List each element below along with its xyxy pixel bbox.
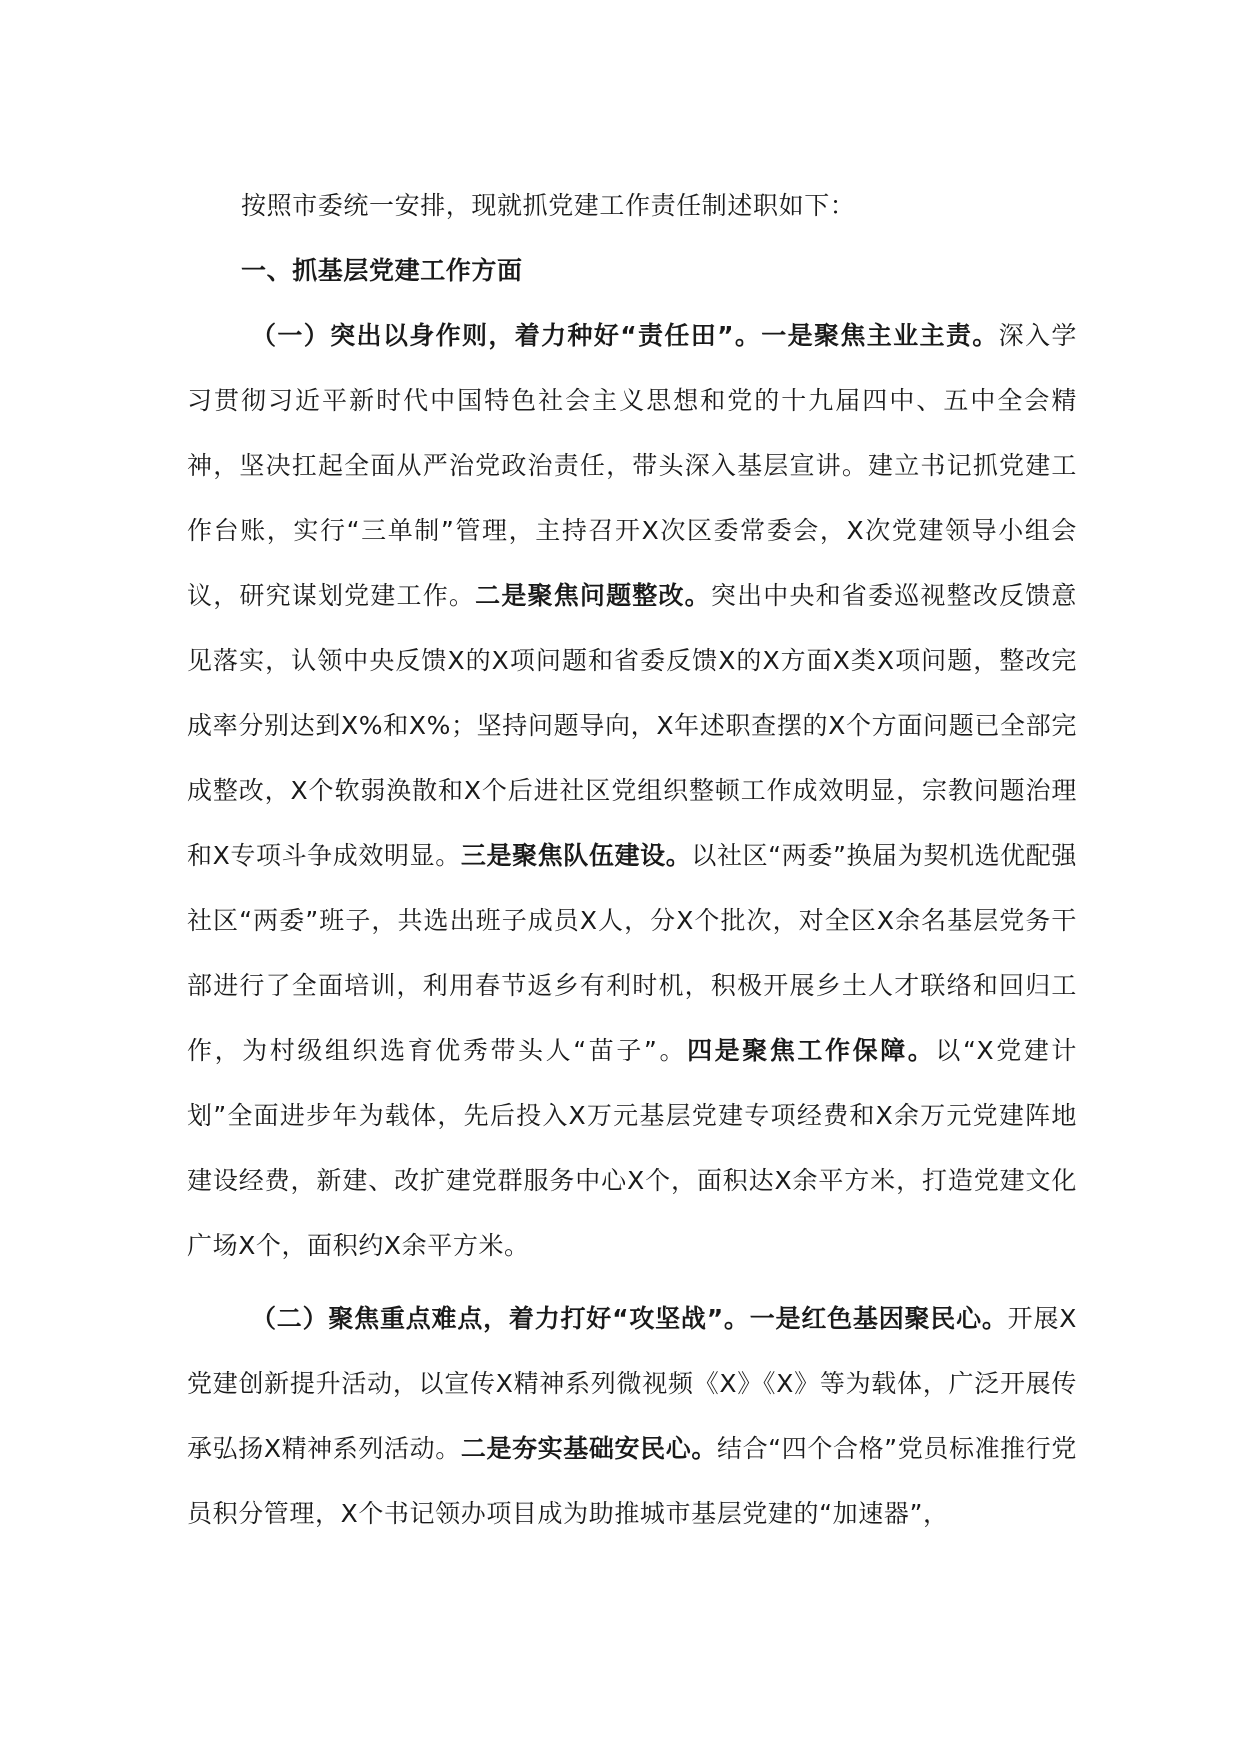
part1-point4-label: 四是聚焦工作保障。 xyxy=(687,1036,936,1065)
part1-paragraph xyxy=(187,303,1077,1278)
part2-point1-label: 一是红色基因聚民心。 xyxy=(749,1304,1008,1333)
part2-point2-text: 结合“四个合格”党员标准推行党员积分管理，X个书记领办项目成为助推城市基层党建的“加速器”， xyxy=(187,1434,1077,1528)
part1-point2-label: 二是聚焦问题整改。 xyxy=(475,581,711,610)
part2-point2-label: 二是夯实基础安民心。 xyxy=(460,1434,717,1463)
document-body xyxy=(187,173,1077,1546)
section-heading xyxy=(187,238,1077,303)
part1-point3-text: 以社区“两委”换届为契机选优配强社区“两委”班子，共选出班子成员X人，分X个批次，对全区X余名基层党务干部进行了全面培训，利用春节返乡有利时机，积极开展乡土人才联络和回归工作，为村级组织选育优秀带头人“苗子”。 xyxy=(187,841,1077,1065)
intro-text: 按照市委统一安排，现就抓党建工作责任制述职如下： xyxy=(241,191,856,220)
paragraph-gap xyxy=(187,1278,1077,1286)
part2-title: （二）聚焦重点难点，着力打好“攻坚战”。 xyxy=(251,1304,750,1333)
part1-point1-label: 一是聚焦主业主责。 xyxy=(761,321,999,350)
part1-point2-text: 突出中央和省委巡视整改反馈意见落实，认领中央反馈X的X项问题和省委反馈X的X方面X类X项问题，整改完成率分别达到X%和X%；坚持问题导向，X年述职查摆的X个方面问题已全部完成整改，X个软弱涣散和X个后进社区党组织整顿工作成效明显，宗教问题治理和X专项斗争成效明显。 xyxy=(187,581,1078,870)
part1-point4-text: 以“X党建计划”全面进步年为载体，先后投入X万元基层党建专项经费和X余万元党建阵地建设经费，新建、改扩建党群服务中心X个，面积达X余平方米，打造党建文化广场X个，面积约X余平方米。 xyxy=(187,1036,1078,1260)
part2-paragraph xyxy=(187,1286,1077,1546)
part2-point1-text: 开展X党建创新提升活动，以宣传X精神系列微视频《X》《X》等为载体，广泛开展传承弘扬X精神系列活动。 xyxy=(187,1304,1077,1463)
part1-point3-label: 三是聚焦队伍建设。 xyxy=(460,841,692,870)
part1-title: （一）突出以身作则，着力种好“责任田”。 xyxy=(251,321,762,350)
section-heading-text: 一、抓基层党建工作方面 xyxy=(241,256,523,285)
part1-point1-text: 深入学习贯彻习近平新时代中国特色社会主义思想和党的十九届四中、五中全会精神，坚决扛起全面从严治党政治责任，带头深入基层宣讲。建立书记抓党建工作台账，实行“三单制”管理，主持召开X次区委常委会，X次党建领导小组会议，研究谋划党建工作。 xyxy=(187,321,1077,610)
intro-paragraph xyxy=(187,173,1077,238)
